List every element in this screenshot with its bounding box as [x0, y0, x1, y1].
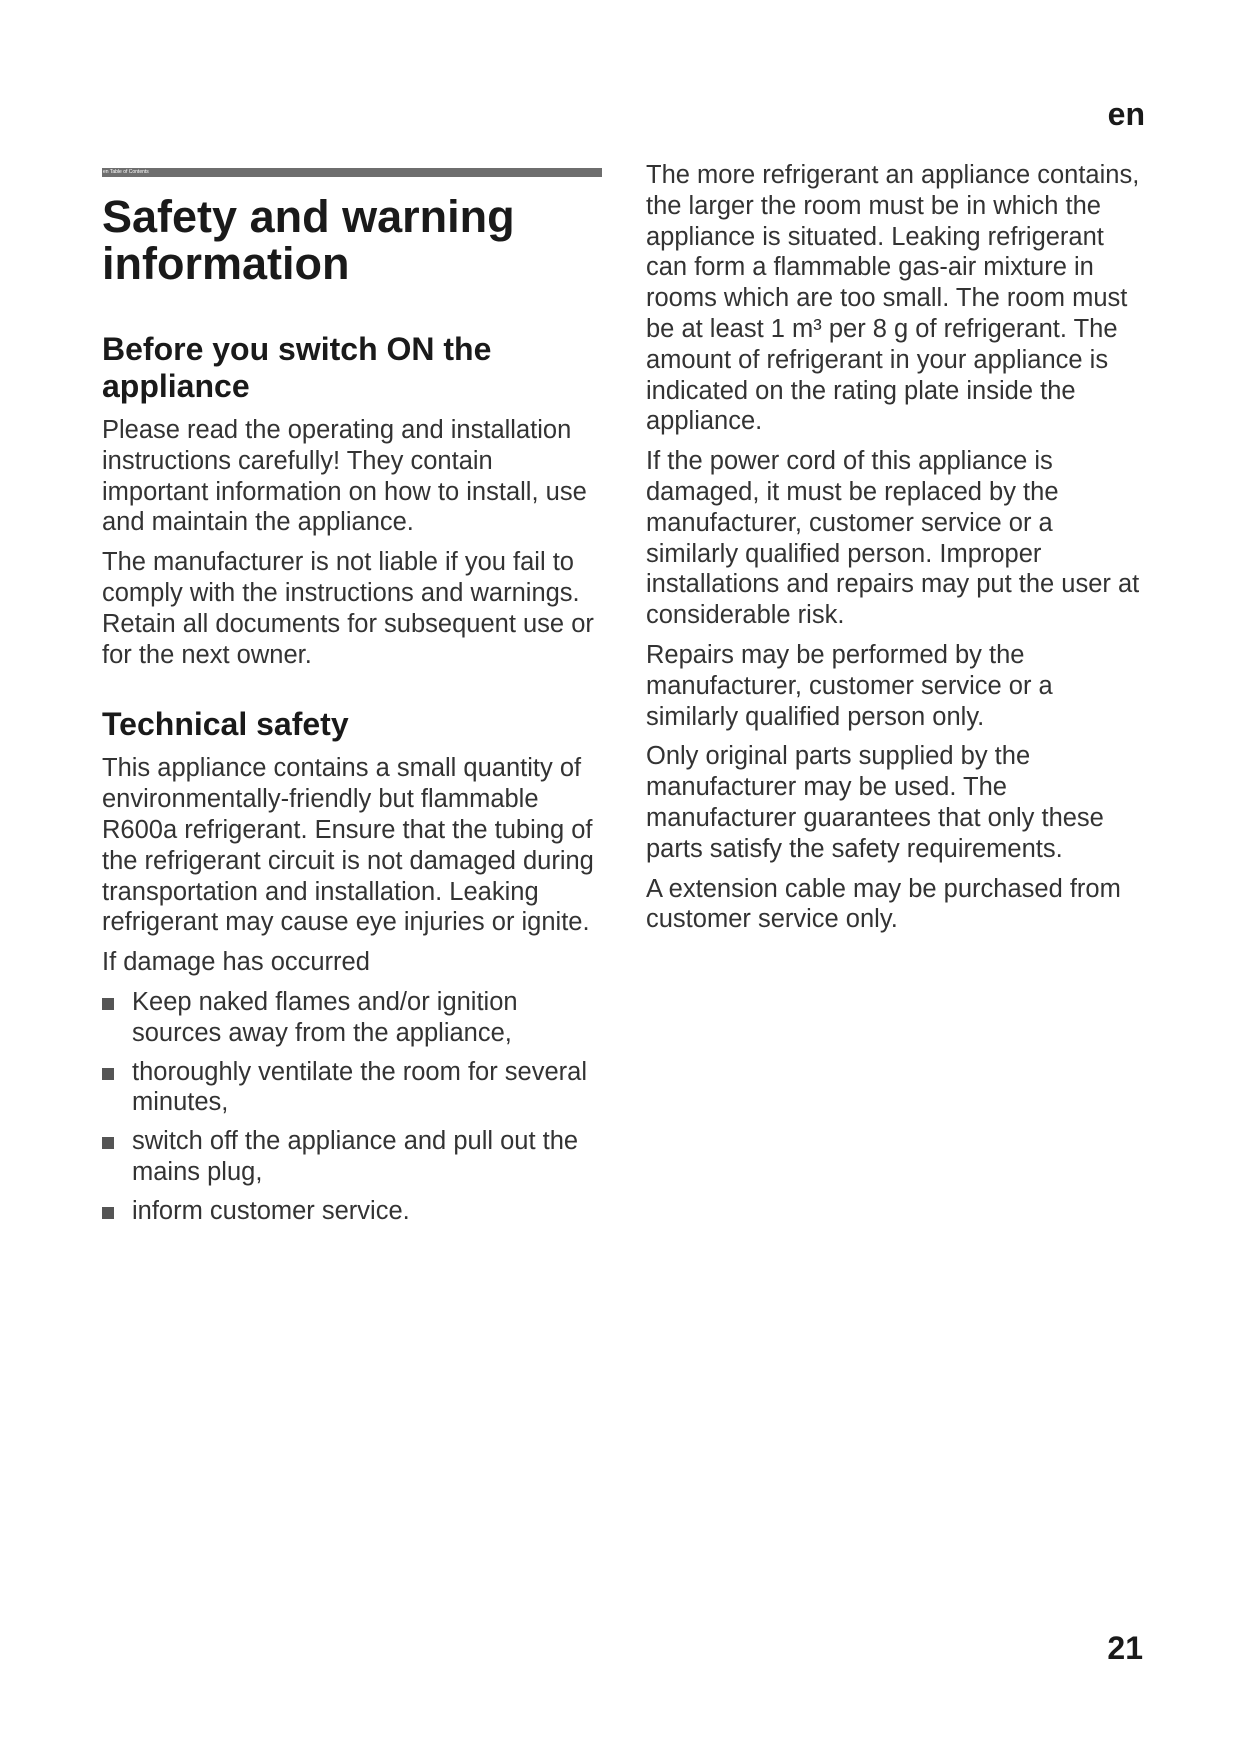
section-rule [102, 168, 602, 177]
paragraph: A extension cable may be purchased from customer service only. [646, 874, 1121, 934]
paragraph: If the power cord of this appliance is damaged, it must be replaced by the manufacturer, customer service or a similarly qualified person. Improper installations and repairs may put the user at considerable risk. [646, 447, 1140, 630]
heading-before-switch-on: Before you switch ON the appliance [102, 331, 492, 404]
paragraph: This appliance contains a small quantity of environmentally-friendly but flammable R600a refrigerant. Ensure that the tubing of the refrigerant circuit is not damaged during transportation and installation. Leaking refrigerant may cause eye injuries or ignite. [102, 754, 594, 937]
damage-steps-list [102, 987, 602, 1227]
paragraph: Please read the operating and installation instructions carefully! They contain important information on how to install, use and maintain the appliance. [102, 416, 587, 537]
square-bullet-icon [102, 1137, 114, 1149]
list-item [102, 1126, 602, 1188]
list-item [102, 1196, 602, 1227]
square-bullet-icon [102, 1068, 114, 1080]
list-item [102, 1057, 602, 1119]
square-bullet-icon [102, 998, 114, 1010]
list-item-text: switch off the appliance and pull out the mains plug, [132, 1127, 579, 1186]
left-column [102, 168, 602, 1235]
page-number: 21 [1107, 1630, 1143, 1666]
page-title: Safety and warning information [102, 191, 515, 289]
heading-technical-safety: Technical safety [102, 706, 349, 743]
list-item [102, 987, 602, 1049]
paragraph: If damage has occurred [102, 948, 370, 977]
rule-label: en Table of Contents [103, 169, 149, 175]
list-item-text: inform customer service. [132, 1196, 410, 1225]
list-item-text: Keep naked flames and/or ignition sources away from the appliance, [132, 987, 518, 1047]
paragraph: Only original parts supplied by the manufacturer may be used. The manufacturer guarantees that only these parts satisfy the safety requirements. [646, 742, 1104, 863]
paragraph: The manufacturer is not liable if you fail to comply with the instructions and warnings. Retain all documents for subsequent use or for the next owner. [102, 548, 594, 669]
paragraph: Repairs may be performed by the manufacturer, customer service or a similarly qualified person only. [646, 640, 1053, 731]
paragraph: The more refrigerant an appliance contains, the larger the room must be in which the appliance is situated. Leaking refrigerant can form a flammable gas-air mixture in rooms which are too small. The room must be at least 1 m³ per 8 g of refrigerant. The amount of refrigerant in your appliance is indicated on the rating plate inside the appliance. [646, 161, 1140, 436]
right-column [646, 160, 1146, 944]
list-item-text: thoroughly ventilate the room for several minutes, [132, 1057, 587, 1117]
square-bullet-icon [102, 1207, 114, 1219]
language-code: en [1107, 96, 1145, 132]
